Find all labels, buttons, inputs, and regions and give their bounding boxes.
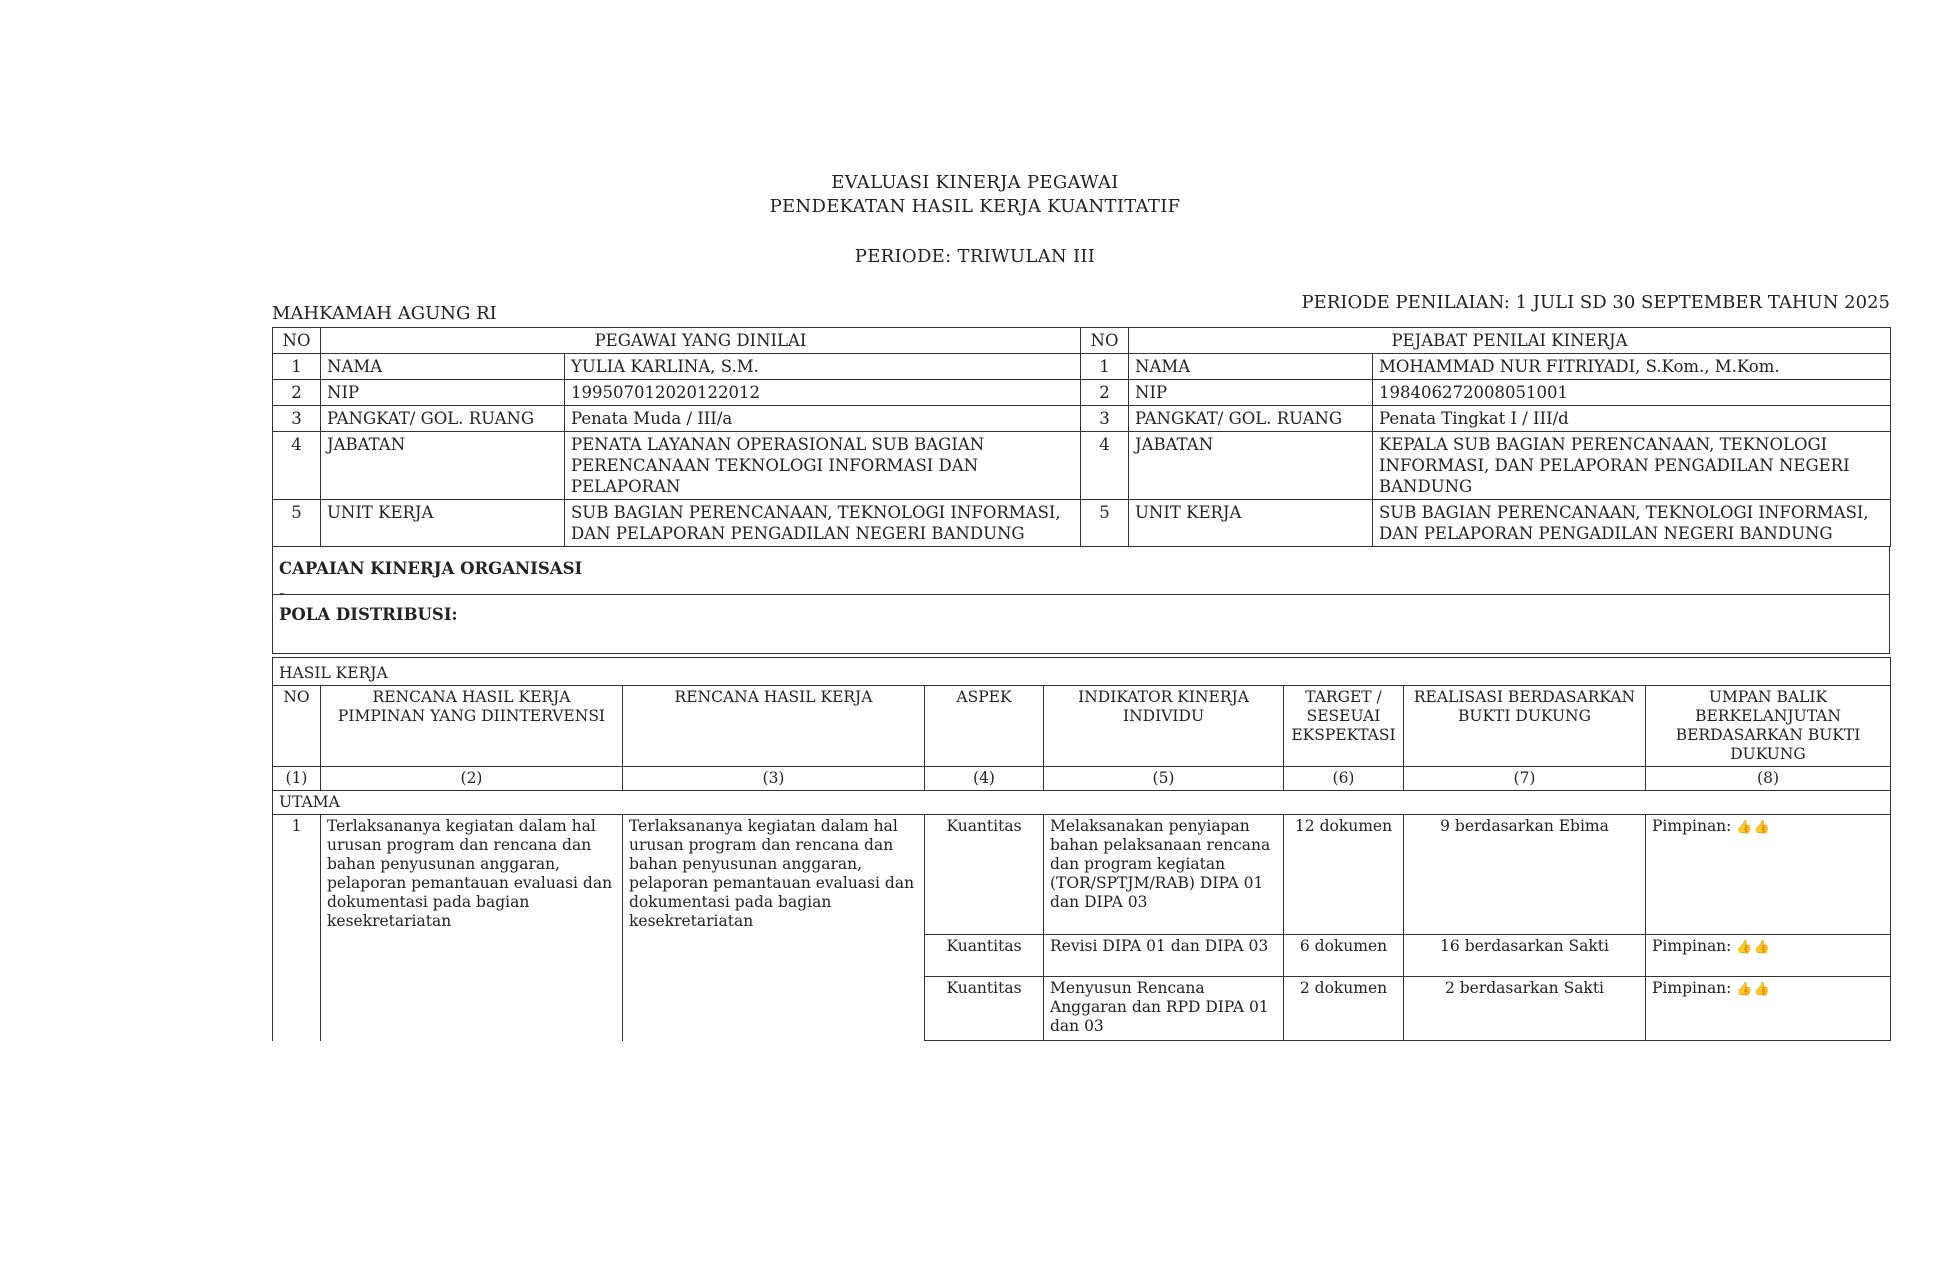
pegawai-nama: YULIA KARLINA, S.M. xyxy=(565,354,1081,380)
pejabat-pangkat: Penata Tingkat I / III/d xyxy=(1373,406,1891,432)
col-realisasi: REALISASI BERDASARKAN BUKTI DUKUNG xyxy=(1404,686,1646,767)
pegawai-unit-kerja: SUB BAGIAN PERENCANAAN, TEKNOLOGI INFORMASI, DAN PELAPORAN PENGADILAN NEGERI BANDUNG xyxy=(565,500,1081,547)
indicator-row xyxy=(273,815,1891,935)
pejabat-nama: MOHAMMAD NUR FITRIYADI, S.Kom., M.Kom. xyxy=(1373,354,1891,380)
row-no: 1 xyxy=(273,354,321,380)
rencana-pimpinan: Terlaksananya kegiatan dalam hal urusan program dan rencana dan bahan penyusunan anggaran, pelaporan pemantauan evaluasi dan dokumentasi pada bagian kesekretariatan xyxy=(321,815,623,1041)
realisasi: 2 berdasarkan Sakti xyxy=(1404,977,1646,1041)
row-label: PANGKAT/ GOL. RUANG xyxy=(1129,406,1373,432)
column-header-row xyxy=(273,686,1891,767)
pegawai-pangkat: Penata Muda / III/a xyxy=(565,406,1081,432)
col-number: (8) xyxy=(1646,767,1891,791)
umpan-label: Pimpinan: xyxy=(1652,979,1732,997)
row-label: NIP xyxy=(1129,380,1373,406)
pegawai-nip: 199507012020122012 xyxy=(565,380,1081,406)
thumbs-up-icon: 👍👍 xyxy=(1736,820,1771,835)
row-no: 2 xyxy=(273,380,321,406)
indikator: Melaksanakan penyiapan bahan pelaksanaan rencana dan program kegiatan (TOR/SPTJM/RAB) DIPA 01 dan DIPA 03 xyxy=(1044,815,1284,935)
pejabat-header: PEJABAT PENILAI KINERJA xyxy=(1129,328,1891,354)
no-header: NO xyxy=(1081,328,1129,354)
doc-periode: PERIODE: TRIWULAN III xyxy=(854,246,1096,267)
col-number: (5) xyxy=(1044,767,1284,791)
realisasi: 9 berdasarkan Ebima xyxy=(1404,815,1646,935)
hasil-kerja-label: HASIL KERJA xyxy=(273,658,1891,686)
col-number: (3) xyxy=(623,767,925,791)
umpan-balik xyxy=(1646,815,1891,935)
hasil-kerja-table xyxy=(272,657,1891,1041)
row-no: 2 xyxy=(1081,380,1129,406)
col-umpan-balik: UMPAN BALIK BERKELANJUTAN BERDASARKAN BUKTI DUKUNG xyxy=(1646,686,1891,767)
identity-row xyxy=(273,354,1891,380)
capaian-label: CAPAIAN KINERJA ORGANISASI xyxy=(279,559,583,578)
row-label: JABATAN xyxy=(1129,432,1373,500)
identity-row xyxy=(273,432,1891,500)
row-label: NIP xyxy=(321,380,565,406)
row-no: 4 xyxy=(1081,432,1129,500)
doc-title-line2: PENDEKATAN HASIL KERJA KUANTITATIF xyxy=(769,196,1181,217)
doc-title-line1: EVALUASI KINERJA PEGAWAI xyxy=(831,172,1119,193)
col-rencana: RENCANA HASIL KERJA xyxy=(623,686,925,767)
col-no: NO xyxy=(273,686,321,767)
group-row xyxy=(273,791,1891,815)
realisasi: 16 berdasarkan Sakti xyxy=(1404,935,1646,977)
group-label: UTAMA xyxy=(273,791,1891,815)
row-label: UNIT KERJA xyxy=(321,500,565,547)
rencana: Terlaksananya kegiatan dalam hal urusan program dan rencana dan bahan penyusunan anggaran, pelaporan pemantauan evaluasi dan dokumentasi pada bagian kesekretariatan xyxy=(623,815,925,1041)
row-no: 3 xyxy=(273,406,321,432)
indikator: Revisi DIPA 01 dan DIPA 03 xyxy=(1044,935,1284,977)
instansi: MAHKAMAH AGUNG RI xyxy=(272,303,497,324)
row-label: PANGKAT/ GOL. RUANG xyxy=(321,406,565,432)
umpan-balik xyxy=(1646,935,1891,977)
pejabat-unit-kerja: SUB BAGIAN PERENCANAAN, TEKNOLOGI INFORMASI, DAN PELAPORAN PENGADILAN NEGERI BANDUNG xyxy=(1373,500,1891,547)
thumbs-up-icon: 👍👍 xyxy=(1736,982,1771,997)
target: 2 dokumen xyxy=(1284,977,1404,1041)
periode-penilaian: PERIODE PENILAIAN: 1 JULI SD 30 SEPTEMBER TAHUN 2025 xyxy=(1301,292,1890,313)
row-no: 3 xyxy=(1081,406,1129,432)
row-label: NAMA xyxy=(321,354,565,380)
pola-distribusi-label: POLA DISTRIBUSI: xyxy=(279,605,458,624)
row-no: 5 xyxy=(273,500,321,547)
identity-row xyxy=(273,406,1891,432)
pegawai-header: PEGAWAI YANG DINILAI xyxy=(321,328,1081,354)
row-no: 1 xyxy=(1081,354,1129,380)
organisasi-box xyxy=(272,546,1890,654)
umpan-balik xyxy=(1646,977,1891,1041)
aspek: Kuantitas xyxy=(925,935,1044,977)
pejabat-nip: 198406272008051001 xyxy=(1373,380,1891,406)
row-label: JABATAN xyxy=(321,432,565,500)
col-number: (4) xyxy=(925,767,1044,791)
row-label: UNIT KERJA xyxy=(1129,500,1373,547)
indikator: Menyusun Rencana Anggaran dan RPD DIPA 01 dan 03 xyxy=(1044,977,1284,1041)
column-number-row xyxy=(273,767,1891,791)
pejabat-jabatan: KEPALA SUB BAGIAN PERENCANAAN, TEKNOLOGI INFORMASI, DAN PELAPORAN PENGADILAN NEGERI BANDUNG xyxy=(1373,432,1891,500)
col-rencana-pimpinan: RENCANA HASIL KERJA PIMPINAN YANG DIINTERVENSI xyxy=(321,686,623,767)
col-aspek: ASPEK xyxy=(925,686,1044,767)
row-no: 4 xyxy=(273,432,321,500)
col-target: TARGET / SESEUAI EKSPEKTASI xyxy=(1284,686,1404,767)
identity-header-row xyxy=(273,328,1891,354)
no-header: NO xyxy=(273,328,321,354)
identity-row xyxy=(273,500,1891,547)
row-label: NAMA xyxy=(1129,354,1373,380)
target: 6 dokumen xyxy=(1284,935,1404,977)
pegawai-jabatan: PENATA LAYANAN OPERASIONAL SUB BAGIAN PERENCANAAN TEKNOLOGI INFORMASI DAN PELAPORAN xyxy=(565,432,1081,500)
row-no: 5 xyxy=(1081,500,1129,547)
umpan-label: Pimpinan: xyxy=(1652,817,1732,835)
item-no: 1 xyxy=(273,815,321,1041)
identity-row xyxy=(273,380,1891,406)
capaian-value: - xyxy=(279,583,285,602)
target: 12 dokumen xyxy=(1284,815,1404,935)
col-number: (2) xyxy=(321,767,623,791)
hasil-kerja-section-row xyxy=(273,658,1891,686)
aspek: Kuantitas xyxy=(925,977,1044,1041)
aspek: Kuantitas xyxy=(925,815,1044,935)
identity-table xyxy=(272,327,1891,547)
col-number: (7) xyxy=(1404,767,1646,791)
col-indikator: INDIKATOR KINERJA INDIVIDU xyxy=(1044,686,1284,767)
col-number: (6) xyxy=(1284,767,1404,791)
col-number: (1) xyxy=(273,767,321,791)
umpan-label: Pimpinan: xyxy=(1652,937,1732,955)
thumbs-up-icon: 👍👍 xyxy=(1736,940,1771,955)
